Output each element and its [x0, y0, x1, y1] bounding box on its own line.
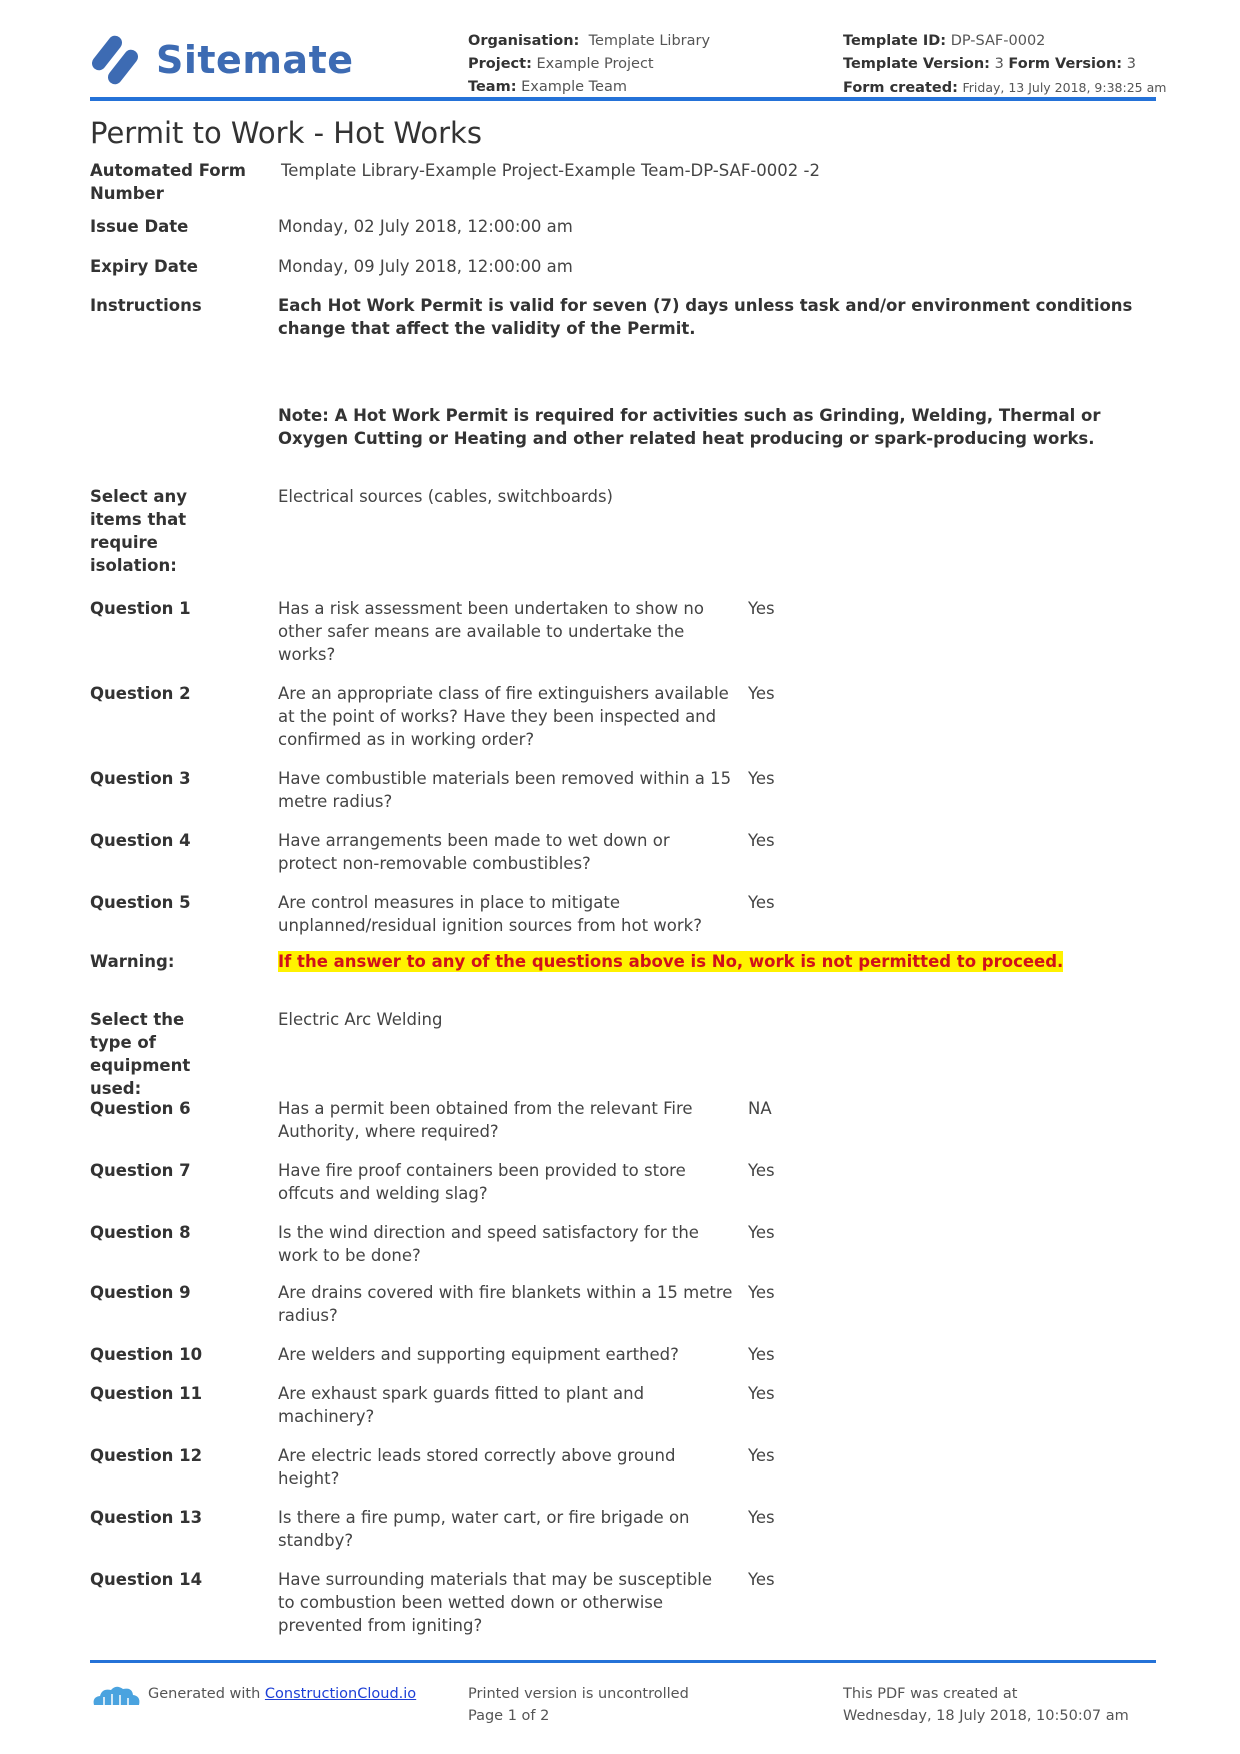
question-label: Question 9 — [90, 1283, 191, 1302]
question-label: Question 4 — [90, 831, 191, 850]
question-text: Are welders and supporting equipment earthed? — [278, 1345, 679, 1364]
question-text: Are electric leads stored correctly above ground height? — [278, 1446, 676, 1488]
question-label: Question 2 — [90, 684, 191, 703]
question-label: Question 12 — [90, 1446, 203, 1465]
project-label: Project: — [468, 56, 532, 72]
printed-note: Printed version is uncontrolled — [468, 1686, 689, 1702]
expiry-date-label: Expiry Date — [90, 257, 198, 276]
question-answer: NA — [748, 1099, 772, 1118]
question-text: Has a risk assessment been undertaken to show no other safer means are available to undertake the works? — [278, 599, 704, 664]
equipment-value: Electric Arc Welding — [278, 1010, 443, 1029]
pdf-created-label: This PDF was created at — [843, 1686, 1018, 1702]
question-label: Question 14 — [90, 1570, 203, 1589]
instructions-label: Instructions — [90, 296, 202, 315]
organisation-value: Template Library — [588, 33, 711, 49]
warning-text: If the answer to any of the questions above is No, work is not permitted to proceed. — [278, 952, 1064, 971]
page-title: Permit to Work - Hot Works — [90, 116, 482, 150]
issue-date-value: Monday, 02 July 2018, 12:00:00 am — [278, 217, 573, 236]
template-id-label: Template ID: — [843, 33, 947, 49]
template-version-label: Template Version: — [843, 56, 990, 72]
question-text: Have arrangements been made to wet down or protect non-removable combustibles? — [278, 831, 670, 873]
question-answer: Yes — [748, 1446, 775, 1465]
sitemate-logo-icon — [92, 31, 140, 89]
form-created-value: Friday, 13 July 2018, 9:38:25 am — [962, 80, 1167, 95]
question-answer: Yes — [748, 831, 775, 850]
instructions-text-2: Note: A Hot Work Permit is required for activities such as Grinding, Welding, Thermal or Oxygen Cutting or Heating and other related heat producing or spark-producing works. — [278, 406, 1101, 448]
form-version-label: Form Version: — [1008, 56, 1123, 72]
question-text: Are drains covered with fire blankets within a 15 metre radius? — [278, 1283, 733, 1325]
question-label: Question 6 — [90, 1099, 191, 1118]
question-answer: Yes — [748, 1508, 775, 1527]
expiry-date-value: Monday, 09 July 2018, 12:00:00 am — [278, 257, 573, 276]
question-text: Is the wind direction and speed satisfactory for the work to be done? — [278, 1223, 699, 1265]
question-label: Question 1 — [90, 599, 191, 618]
question-answer: Yes — [748, 893, 775, 912]
footer-divider — [90, 1660, 1156, 1663]
question-answer: Yes — [748, 684, 775, 703]
template-id-value: DP-SAF-0002 — [950, 33, 1046, 49]
team-label: Team: — [468, 79, 517, 95]
isolation-value: Electrical sources (cables, switchboards) — [278, 487, 613, 506]
organisation-label: Organisation: — [468, 33, 580, 49]
question-text: Has a permit been obtained from the relevant Fire Authority, where required? — [278, 1099, 693, 1141]
pdf-created-value: Wednesday, 18 July 2018, 10:50:07 am — [843, 1708, 1129, 1724]
header-divider — [90, 97, 1156, 101]
form-number-label: Automated Form Number — [90, 161, 246, 203]
form-number-value: Template Library-Example Project-Example Team-DP-SAF-0002 -2 — [281, 161, 820, 180]
question-answer: Yes — [748, 1345, 775, 1364]
equipment-label: Select the type of equipment used: — [90, 1010, 191, 1098]
question-answer: Yes — [748, 599, 775, 618]
question-answer: Yes — [748, 1384, 775, 1403]
question-label: Question 7 — [90, 1161, 191, 1180]
question-text: Is there a fire pump, water cart, or fire brigade on standby? — [278, 1508, 690, 1550]
instructions-text-1: Each Hot Work Permit is valid for seven (7) days unless task and/or environment conditions change that affect the validity of the Permit. — [278, 296, 1133, 338]
question-label: Question 10 — [90, 1345, 203, 1364]
question-label: Question 3 — [90, 769, 191, 788]
cloud-icon — [90, 1683, 142, 1707]
header-template-info — [843, 30, 1166, 100]
form-version-value: 3 — [1126, 56, 1136, 72]
question-answer: Yes — [748, 1283, 775, 1302]
question-text: Have fire proof containers been provided to store offcuts and welding slag? — [278, 1161, 686, 1203]
question-answer: Yes — [748, 1161, 775, 1180]
question-answer: Yes — [748, 769, 775, 788]
brand-name: Sitemate — [156, 38, 354, 82]
issue-date-label: Issue Date — [90, 217, 189, 236]
question-text: Are control measures in place to mitigate unplanned/residual ignition sources from hot work? — [278, 893, 702, 935]
question-label: Question 11 — [90, 1384, 203, 1403]
template-version-value: 3 — [994, 56, 1004, 72]
question-answer: Yes — [748, 1223, 775, 1242]
project-value: Example Project — [536, 56, 654, 72]
page-number: Page 1 of 2 — [468, 1708, 550, 1724]
question-text: Have surrounding materials that may be susceptible to combustion been wetted down or otherwise prevented from igniting? — [278, 1570, 713, 1635]
question-label: Question 5 — [90, 893, 191, 912]
footer-print-info — [468, 1683, 689, 1727]
form-created-label: Form created: — [843, 80, 958, 96]
question-text: Have combustible materials been removed within a 15 metre radius? — [278, 769, 732, 811]
question-text: Are an appropriate class of fire extinguishers available at the point of works? Have they been inspected and confirmed as in working order? — [278, 684, 729, 749]
isolation-label: Select any items that require isolation: — [90, 487, 187, 575]
question-text: Are exhaust spark guards fitted to plant and machinery? — [278, 1384, 645, 1426]
team-value: Example Team — [521, 79, 627, 95]
header-org-info — [468, 30, 710, 99]
constructioncloud-link[interactable]: ConstructionCloud.io — [264, 1686, 417, 1702]
warning-label: Warning: — [90, 952, 175, 971]
question-label: Question 13 — [90, 1508, 203, 1527]
sitemate-logo — [92, 30, 354, 90]
generated-prefix: Generated with — [148, 1686, 261, 1702]
question-answer: Yes — [748, 1570, 775, 1589]
footer-generated — [90, 1683, 416, 1707]
question-label: Question 8 — [90, 1223, 191, 1242]
footer-pdf-info — [843, 1683, 1129, 1727]
